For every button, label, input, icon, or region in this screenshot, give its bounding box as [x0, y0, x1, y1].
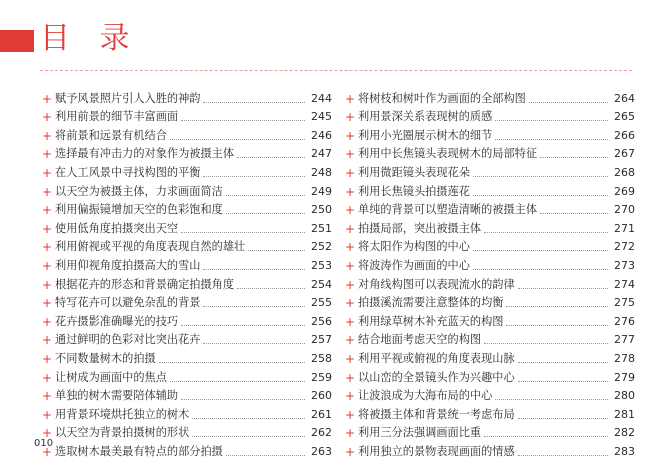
plus-icon: + — [42, 444, 53, 459]
plus-icon: + — [42, 184, 53, 199]
plus-icon: + — [42, 370, 53, 385]
toc-entry[interactable] — [345, 367, 635, 386]
toc-column-right — [345, 88, 635, 460]
plus-icon: + — [345, 314, 356, 329]
dot-leader — [226, 213, 305, 214]
dot-leader — [181, 232, 305, 233]
toc-entry-page: 283 — [614, 444, 635, 458]
toc-entry[interactable] — [345, 330, 635, 349]
toc-entry-page: 257 — [311, 333, 332, 347]
plus-icon: + — [42, 91, 53, 106]
toc-entry-title: 将前景和远景有机结合 — [55, 128, 167, 142]
dot-leader — [473, 195, 608, 196]
plus-icon: + — [345, 407, 356, 422]
toc-entry[interactable] — [42, 386, 332, 405]
dot-leader — [518, 418, 608, 419]
toc-entry-page: 251 — [311, 221, 332, 235]
toc-entry[interactable] — [345, 181, 635, 200]
dot-leader — [529, 102, 608, 103]
title-accent-block — [0, 30, 34, 52]
toc-entry[interactable] — [345, 218, 635, 237]
toc-entry[interactable] — [42, 107, 332, 126]
toc-entry-title: 不同数量树木的拍摄 — [55, 351, 156, 365]
header — [0, 20, 650, 58]
toc-entry-title: 利用长焦镜头拍摄莲花 — [358, 184, 470, 198]
plus-icon: + — [42, 221, 53, 236]
plus-icon: + — [42, 128, 53, 143]
dot-leader — [506, 306, 608, 307]
dot-leader — [540, 213, 608, 214]
toc-entry-title: 特写花卉可以避免杂乱的背景 — [55, 296, 201, 310]
plus-icon: + — [42, 110, 53, 125]
plus-icon: + — [345, 221, 356, 236]
toc-entry-title: 拍摄溪流需要注意整体的均衡 — [358, 296, 504, 310]
toc-entry-page: 254 — [311, 277, 332, 291]
toc-entry-page: 276 — [614, 314, 635, 328]
toc-entry-title: 利用微距镜头表现花朵 — [358, 165, 470, 179]
dot-leader — [170, 139, 305, 140]
toc-entry-page: 259 — [311, 370, 332, 384]
dot-leader — [203, 102, 305, 103]
toc-entry-page: 274 — [614, 277, 635, 291]
toc-entry[interactable] — [42, 237, 332, 256]
toc-entry-page: 270 — [614, 203, 635, 217]
toc-entry-title: 利用景深关系表现树的质感 — [358, 110, 493, 124]
toc-entry-page: 261 — [311, 407, 332, 421]
plus-icon: + — [42, 389, 53, 404]
toc-entry-title: 单独的树木需要陪体辅助 — [55, 389, 179, 403]
dot-leader — [518, 455, 608, 456]
toc-entry[interactable] — [42, 200, 332, 219]
toc-entry[interactable] — [42, 125, 332, 144]
toc-entry-page: 252 — [311, 240, 332, 254]
toc-entry-page: 269 — [614, 184, 635, 198]
dot-leader — [203, 343, 305, 344]
toc-entry-page: 258 — [311, 351, 332, 365]
toc-entry[interactable] — [42, 144, 332, 163]
toc-entry-title: 以天空为被摄主体，力求画面简洁 — [55, 184, 223, 198]
plus-icon: + — [42, 165, 53, 180]
dot-leader — [484, 436, 608, 437]
dot-leader — [237, 288, 305, 289]
toc-entry-page: 277 — [614, 333, 635, 347]
toc-entry-page: 278 — [614, 351, 635, 365]
toc-entry[interactable] — [345, 255, 635, 274]
dot-leader — [518, 288, 608, 289]
dot-leader — [203, 269, 305, 270]
toc-entry[interactable] — [42, 218, 332, 237]
toc-entry-page: 279 — [614, 370, 635, 384]
toc-entry-page: 260 — [311, 389, 332, 403]
plus-icon: + — [42, 277, 53, 292]
plus-icon: + — [345, 426, 356, 441]
dot-leader — [181, 399, 305, 400]
dot-leader — [518, 362, 608, 363]
toc-entry-title: 利用俯视或平视的角度表现自然的雄壮 — [55, 240, 246, 254]
toc-entry-page: 245 — [311, 110, 332, 124]
dot-leader — [484, 232, 608, 233]
dot-leader — [170, 381, 305, 382]
toc-entry-title: 选择最有冲击力的对象作为被摄主体 — [55, 147, 235, 161]
toc-entry-page: 267 — [614, 147, 635, 161]
toc-entry-page: 247 — [311, 147, 332, 161]
dot-leader — [540, 157, 608, 158]
toc-entry-page: 272 — [614, 240, 635, 254]
toc-entry[interactable] — [345, 274, 635, 293]
dot-leader — [159, 362, 305, 363]
toc-entry[interactable] — [42, 404, 332, 423]
plus-icon: + — [42, 147, 53, 162]
dot-leader — [495, 399, 608, 400]
toc-entry-title: 以山峦的全景镜头作为兴趣中心 — [358, 370, 515, 384]
plus-icon: + — [42, 351, 53, 366]
toc-entry-page: 268 — [614, 165, 635, 179]
dot-leader — [192, 418, 305, 419]
page-number: 010 — [34, 438, 54, 449]
toc-entry-page: 244 — [311, 91, 332, 105]
plus-icon: + — [42, 407, 53, 422]
plus-icon: + — [42, 240, 53, 255]
toc-entry-title: 对角线构图可以表现流水的韵律 — [358, 277, 515, 291]
toc-entry[interactable] — [42, 88, 332, 107]
toc-entry-title: 根据花卉的形态和背景确定拍摄角度 — [55, 277, 235, 291]
toc-entry-title: 让波浪成为大海布局的中心 — [358, 389, 493, 403]
toc-entry-page: 264 — [614, 91, 635, 105]
dot-leader — [203, 306, 305, 307]
toc-entry[interactable] — [42, 255, 332, 274]
plus-icon: + — [345, 147, 356, 162]
toc-entry-title: 利用绿草树木补充蓝天的构图 — [358, 314, 504, 328]
header-divider — [40, 70, 632, 71]
toc-entry[interactable] — [42, 181, 332, 200]
dot-leader — [484, 343, 608, 344]
toc-entry-title: 利用偏振镜增加天空的色彩饱和度 — [55, 203, 223, 217]
toc-entry[interactable] — [345, 125, 635, 144]
toc-entry-title: 用背景环境烘托独立的树木 — [55, 407, 190, 421]
toc-entry-title: 以天空为背景拍摄树的形状 — [55, 426, 190, 440]
toc-entry-page: 246 — [311, 128, 332, 142]
toc-entry-page: 281 — [614, 407, 635, 421]
dot-leader — [495, 120, 608, 121]
plus-icon: + — [345, 165, 356, 180]
toc-entry[interactable] — [42, 367, 332, 386]
plus-icon: + — [345, 370, 356, 385]
toc-entry-title: 通过鲜明的色彩对比突出花卉 — [55, 333, 201, 347]
toc-entry-title: 将波涛作为画面的中心 — [358, 258, 470, 272]
toc-entry[interactable] — [345, 423, 635, 442]
dot-leader — [473, 269, 608, 270]
dot-leader — [237, 157, 305, 158]
toc-entry-page: 256 — [311, 314, 332, 328]
toc-entry[interactable] — [345, 237, 635, 256]
toc-entry-title: 赋予风景照片引人入胜的神韵 — [55, 91, 201, 105]
toc-entry-page: 250 — [311, 203, 332, 217]
plus-icon: + — [345, 110, 356, 125]
plus-icon: + — [345, 277, 356, 292]
plus-icon: + — [42, 258, 53, 273]
toc-entry[interactable] — [345, 293, 635, 312]
toc-entry-title: 将树枝和树叶作为画面的全部构图 — [358, 91, 526, 105]
toc-entry[interactable] — [345, 144, 635, 163]
plus-icon: + — [345, 91, 356, 106]
toc-entry-page: 280 — [614, 389, 635, 403]
toc-entry[interactable] — [42, 423, 332, 442]
plus-icon: + — [345, 333, 356, 348]
dot-leader — [226, 455, 305, 456]
toc-entry-title: 利用独立的景物表现画面的情感 — [358, 444, 515, 458]
toc-entry-page: 255 — [311, 296, 332, 310]
plus-icon: + — [345, 184, 356, 199]
toc-entry-title: 利用小光圈展示树木的细节 — [358, 128, 493, 142]
toc-entry-page: 262 — [311, 426, 332, 440]
toc-entry-title: 将被摄主体和背景统一考虑布局 — [358, 407, 515, 421]
toc-column-left — [42, 88, 332, 460]
dot-leader — [192, 436, 305, 437]
toc-entry-title: 让树成为画面中的焦点 — [55, 370, 167, 384]
toc-entry-title: 在人工风景中寻找构图的平衡 — [55, 165, 201, 179]
toc-entry-title: 结合地面考虑天空的构图 — [358, 333, 482, 347]
toc-entry[interactable] — [42, 348, 332, 367]
plus-icon: + — [345, 128, 356, 143]
dot-leader — [506, 325, 608, 326]
toc-entry[interactable] — [345, 386, 635, 405]
toc-entry-page: 266 — [614, 128, 635, 142]
toc-entry[interactable] — [42, 274, 332, 293]
page-title: 目 录 — [40, 21, 140, 56]
toc-entry-title: 花卉摄影准确曝光的技巧 — [55, 314, 179, 328]
toc-entry[interactable] — [42, 311, 332, 330]
toc-entry[interactable] — [345, 404, 635, 423]
toc-entry[interactable] — [345, 441, 635, 460]
toc-entry-title: 拍摄局部，突出被摄主体 — [358, 221, 482, 235]
dot-leader — [473, 176, 608, 177]
toc-entry-page: 273 — [614, 258, 635, 272]
toc-entry[interactable] — [42, 330, 332, 349]
toc-entry-page: 263 — [311, 444, 332, 458]
toc-entry-page: 271 — [614, 221, 635, 235]
toc-entry-title: 将太阳作为构图的中心 — [358, 240, 470, 254]
toc-entry[interactable] — [345, 311, 635, 330]
toc-entry[interactable] — [42, 441, 332, 460]
dot-leader — [473, 250, 608, 251]
plus-icon: + — [42, 296, 53, 311]
plus-icon: + — [42, 314, 53, 329]
toc-entry[interactable] — [42, 293, 332, 312]
plus-icon: + — [345, 296, 356, 311]
dot-leader — [226, 195, 305, 196]
plus-icon: + — [345, 444, 356, 459]
toc-entry[interactable] — [345, 88, 635, 107]
toc-entry-title: 利用前景的细节丰富画面 — [55, 110, 179, 124]
plus-icon: + — [345, 389, 356, 404]
toc-entry-page: 282 — [614, 426, 635, 440]
toc-entry-title: 利用平视或俯视的角度表现山脉 — [358, 351, 515, 365]
toc-entry[interactable] — [345, 107, 635, 126]
toc-entry-page: 275 — [614, 296, 635, 310]
toc-entry-title: 使用低角度拍摄突出天空 — [55, 221, 179, 235]
toc-entry[interactable] — [345, 200, 635, 219]
dot-leader — [203, 176, 305, 177]
dot-leader — [495, 139, 608, 140]
toc-entry-page: 248 — [311, 165, 332, 179]
plus-icon: + — [345, 351, 356, 366]
toc-entry[interactable] — [42, 162, 332, 181]
dot-leader — [248, 250, 305, 251]
toc-entry[interactable] — [345, 348, 635, 367]
toc-entry[interactable] — [345, 162, 635, 181]
toc-entry-page: 253 — [311, 258, 332, 272]
plus-icon: + — [345, 203, 356, 218]
plus-icon: + — [42, 426, 53, 441]
dot-leader — [518, 381, 608, 382]
toc-entry-title: 选取树木最美最有特点的部分拍摄 — [55, 444, 223, 458]
toc-entry-title: 利用仰视角度拍摄高大的雪山 — [55, 258, 201, 272]
toc-entry-title: 利用三分法强调画面比重 — [358, 426, 482, 440]
toc-entry-title: 利用中长焦镜头表现树木的局部特征 — [358, 147, 538, 161]
toc-entry-title: 单纯的背景可以塑造清晰的被摄主体 — [358, 203, 538, 217]
plus-icon: + — [42, 203, 53, 218]
plus-icon: + — [42, 333, 53, 348]
plus-icon: + — [345, 258, 356, 273]
dot-leader — [181, 120, 305, 121]
toc-entry-page: 265 — [614, 110, 635, 124]
dot-leader — [181, 325, 305, 326]
plus-icon: + — [345, 240, 356, 255]
toc-entry-page: 249 — [311, 184, 332, 198]
